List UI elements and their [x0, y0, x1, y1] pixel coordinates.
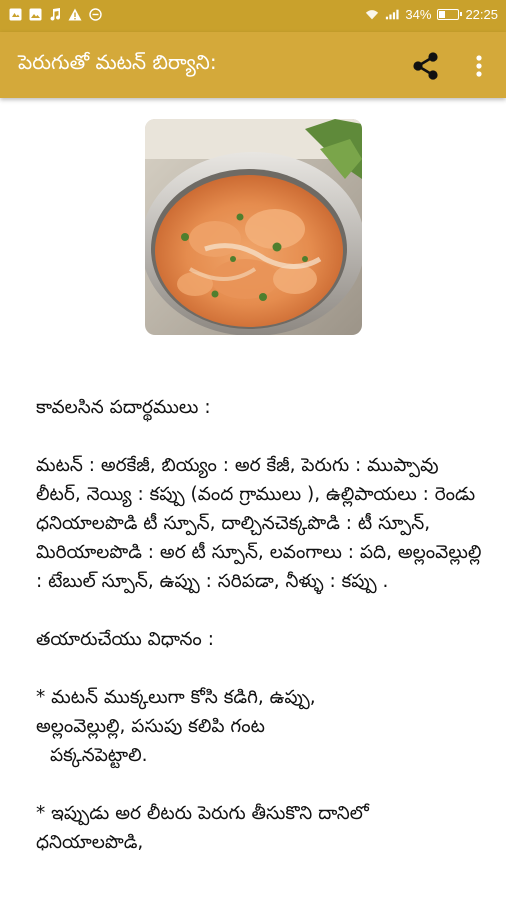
dish-image	[145, 119, 362, 335]
ingredients-text: మటన్ : అరకేజీ, బియ్యం : అర కేజీ, పెరుగు : ముప్పావు లీటర్, నెయ్యి : కప్పు (వంద గ్రాములు ), ఉల్లిపాయలు : రెండు ధనియాలపొడి టీ స్పూన్, దాల్చినచెక్కపొడి : టీ స్పూన్, మిరియాలపొడి : అర టీ స్పూన్, లవంగాలు : పది, అల్లంవెల్లుల్లి : టేబుల్ స్పూన్, ఉప్పు : సరిపడా, నీళ్ళు : కప్పు .	[36, 455, 482, 592]
spacer	[36, 770, 486, 799]
status-right-icons	[365, 7, 498, 22]
battery-fill	[439, 11, 445, 18]
wifi-icon	[365, 8, 379, 22]
step-1-line-1: * మటన్ ముక్కలుగా కోసి కడిగి, ఉప్పు,	[36, 687, 316, 708]
image-icon	[28, 7, 42, 21]
step-1-line-3: పక్కనపెట్టాలి.	[50, 745, 148, 766]
signal-icon	[385, 8, 399, 22]
status-left-icons	[8, 7, 102, 21]
warning-icon	[68, 7, 82, 21]
app-bar	[0, 32, 506, 98]
step-2-line-1: * ఇప్పుడు అర లీటరు పెరుగు తీసుకొని దానిలో	[36, 803, 369, 824]
page-title: పెరుగుతో మటన్ బిర్యాని:	[18, 50, 217, 74]
more-vert-icon	[475, 54, 483, 78]
spacer	[36, 654, 486, 683]
step-2-line-2: ధనియాలపొడి,	[36, 832, 144, 853]
battery-icon	[437, 9, 459, 20]
method-heading: తయారుచేయు విధానం :	[36, 629, 214, 650]
recipe-content	[36, 393, 486, 857]
spacer	[36, 596, 486, 625]
ingredients-heading: కావలసిన పదార్థములు :	[36, 397, 211, 418]
battery-percent: 34%	[405, 7, 432, 22]
music-icon	[48, 7, 62, 21]
status-bar	[0, 0, 506, 32]
spacer	[36, 422, 486, 451]
notification-icon	[8, 7, 22, 21]
minus-circle-icon	[88, 7, 102, 21]
step-1-line-2: అల్లంవెల్లుల్లి, పసుపు కలిపి గంట	[36, 716, 265, 737]
clock: 22:25	[465, 7, 498, 22]
more-options-button[interactable]	[464, 48, 494, 84]
share-button[interactable]	[404, 48, 448, 84]
share-icon	[411, 51, 441, 81]
